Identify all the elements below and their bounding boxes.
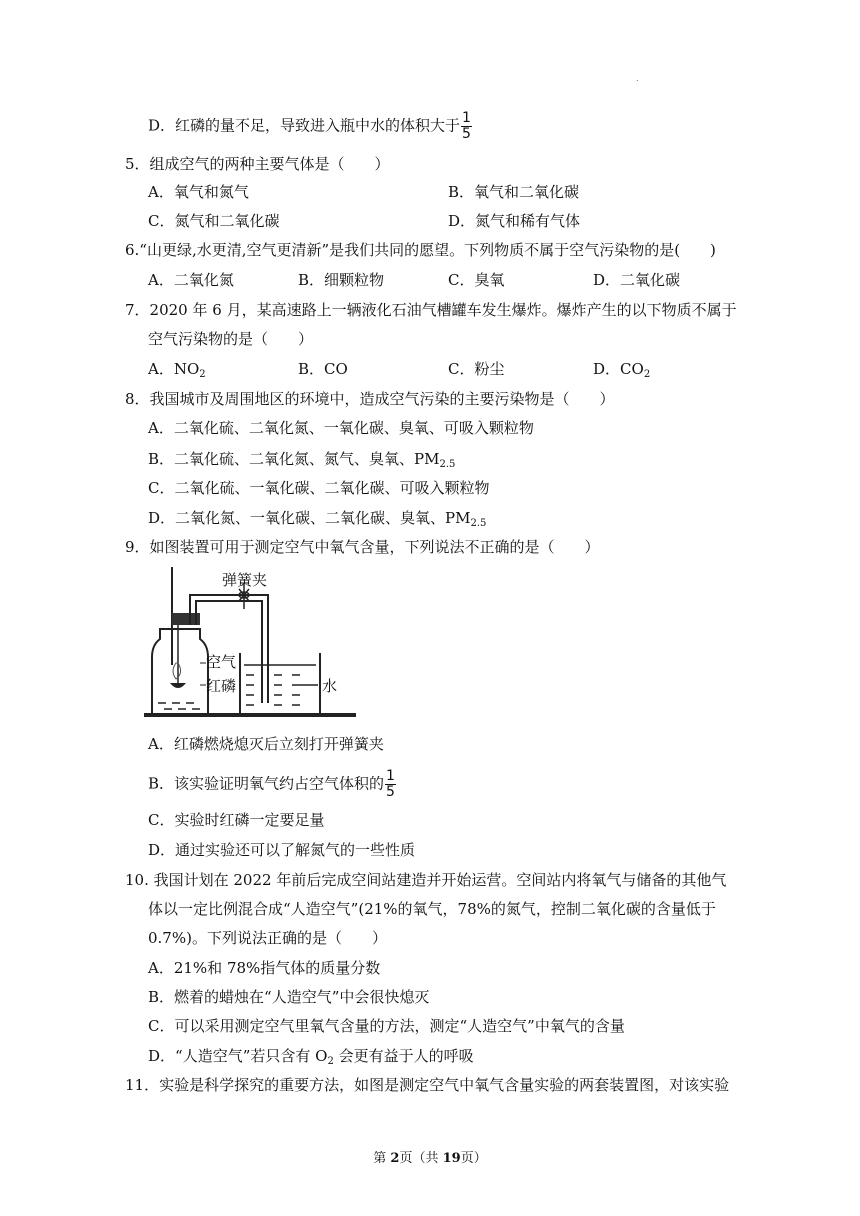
subscript: 2.5 xyxy=(439,459,456,470)
q7-option-a-text: A．NO xyxy=(148,360,200,378)
q6-option-d: D．二氧化碳 xyxy=(593,271,681,289)
q7-option-a xyxy=(148,359,206,385)
subscript: 2.5 xyxy=(470,518,487,529)
q8-option-b xyxy=(148,449,455,475)
q6-option-a: A．二氧化氮 xyxy=(148,271,234,289)
q6-stem: 6.“山更绿,水更清,空气更清新”是我们共同的愿望。下列物质不属于空气污染物的是( ) xyxy=(125,241,716,259)
q5-option-c: C．氮气和二氧化碳 xyxy=(148,212,280,230)
subscript: 2 xyxy=(327,1056,334,1067)
q5-option-b: B．氧气和二氧化碳 xyxy=(448,183,580,201)
subscript: 2 xyxy=(199,369,206,380)
total-pages: 19 xyxy=(442,1151,461,1166)
fraction xyxy=(385,769,396,800)
oxygen-apparatus-figure xyxy=(140,565,360,725)
q10-stem-line2: 体以一定比例混合成“人造空气”(21%的氧气，78%的氮气，控制二氧化碳的含量低于 xyxy=(148,900,716,918)
label-water: 水 xyxy=(322,677,338,695)
fraction-numerator: 1 xyxy=(462,110,471,126)
page-footer xyxy=(0,1147,860,1166)
q9-option-b xyxy=(148,769,396,800)
fraction-denominator: 5 xyxy=(462,126,471,142)
q5-option-d: D．氮气和稀有气体 xyxy=(448,212,581,230)
q4-option-d-text: D．红磷的量不足，导致进入瓶中水的体积大于 xyxy=(148,116,461,135)
label-phosphorus: 红磷 xyxy=(206,677,237,695)
subscript: 2 xyxy=(643,369,651,380)
q8-stem: 8．我国城市及周围地区的环境中，造成空气污染的主要污染物是（ ） xyxy=(125,390,615,408)
q10-option-d xyxy=(148,1046,474,1072)
q8-option-c: C．二氧化硫、一氧化碳、二氧化碳、可吸入颗粒物 xyxy=(148,479,490,497)
q6-option-c: C．臭氧 xyxy=(448,271,505,289)
fraction-denominator: 5 xyxy=(386,784,395,800)
q10-stem-line3: 0.7%)。下列说法正确的是（ ） xyxy=(148,929,387,947)
page-mark: . xyxy=(636,74,639,83)
q9-option-a: A．红磷燃烧熄灭后立刻打开弹簧夹 xyxy=(148,735,384,753)
q7-option-d-text: D．CO xyxy=(593,360,644,378)
q10-option-d-text: D．“人造空气”若只含有 O xyxy=(148,1047,328,1065)
page-number: 2 xyxy=(390,1151,400,1166)
q5-option-a: A．氧气和氮气 xyxy=(148,183,249,201)
q5-stem: 5．组成空气的两种主要气体是（ ） xyxy=(125,155,390,173)
label-clamp: 弹簧夹 xyxy=(222,571,268,589)
q10-stem-line1: 10. 我国计划在 2022 年前后完成空间站建造并开始运营。空间站内将氧气与储备的其他气 xyxy=(125,871,727,889)
q8-option-d xyxy=(148,508,486,534)
q6-option-b: B．细颗粒物 xyxy=(298,271,385,289)
q10-option-b: B．燃着的蜡烛在“人造空气”中会很快熄灭 xyxy=(148,988,430,1006)
q7-stem-line1: 7．2020 年 6 月，某高速路上一辆液化石油气槽罐车发生爆炸。爆炸产生的以下物质不属于 xyxy=(125,301,737,319)
q8-option-d-text: D．二氧化氮、一氧化碳、二氧化碳、臭氧、PM xyxy=(148,509,471,527)
q11-stem: 11．实验是科学探究的重要方法，如图是测定空气中氧气含量实验的两套装置图，对该实验 xyxy=(125,1076,730,1094)
q7-option-d xyxy=(593,359,650,385)
q8-option-b-text: B．二氧化硫、二氧化氮、氮气、臭氧、PM xyxy=(148,450,440,468)
q9-option-b-text: B．该实验证明氧气约占空气体积的 xyxy=(148,774,385,793)
q4-option-d xyxy=(148,111,472,142)
footer-suffix: 页） xyxy=(460,1151,487,1166)
footer-prefix: 第 xyxy=(373,1151,391,1166)
q7-option-b: B．CO xyxy=(298,360,348,378)
footer-middle: 页（共 xyxy=(399,1151,443,1166)
fraction xyxy=(461,111,472,142)
q10-option-d-text-end: 会更有益于人的呼吸 xyxy=(333,1047,474,1065)
q9-option-d: D．通过实验还可以了解氮气的一些性质 xyxy=(148,841,416,859)
fraction-numerator: 1 xyxy=(386,768,395,784)
label-air: 空气 xyxy=(206,653,237,671)
q8-option-a: A．二氧化硫、二氧化氮、一氧化碳、臭氧、可吸入颗粒物 xyxy=(148,419,534,437)
q9-option-c: C．实验时红磷一定要足量 xyxy=(148,811,325,829)
q10-option-c: C．可以采用测定空气里氧气含量的方法，测定“人造空气”中氧气的含量 xyxy=(148,1017,625,1035)
q7-option-c: C．粉尘 xyxy=(448,360,505,378)
q9-stem: 9．如图装置可用于测定空气中氧气含量，下列说法不正确的是（ ） xyxy=(125,538,600,556)
q7-stem-line2: 空气污染物的是（ ） xyxy=(148,330,314,348)
q10-option-a: A．21%和 78%指气体的质量分数 xyxy=(148,959,381,977)
